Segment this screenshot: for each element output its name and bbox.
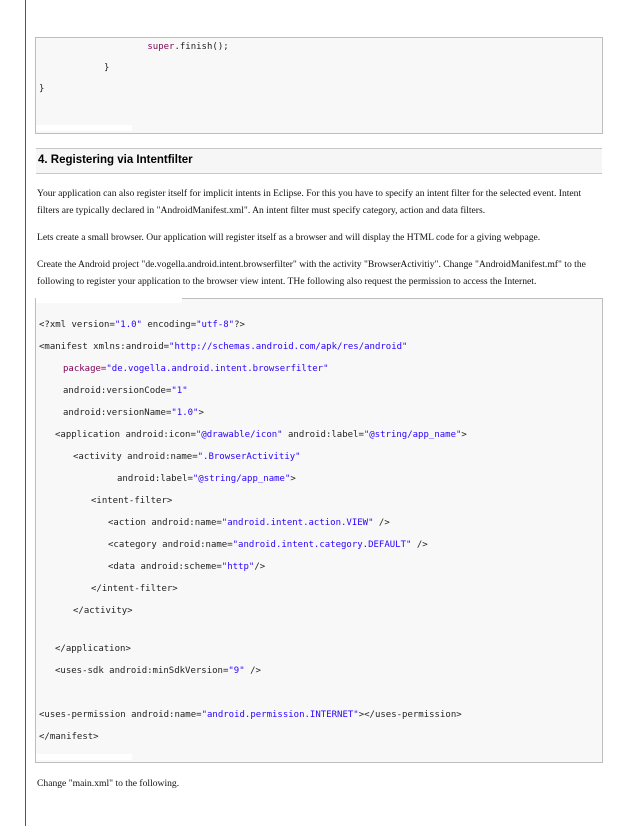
code-line: package="de.vogella.android.intent.browserfilter": [63, 364, 329, 374]
code-line: </manifest>: [39, 732, 99, 742]
scrollbar-stub: [36, 125, 132, 131]
code-line: <category android:name="android.intent.category.DEFAULT" />: [108, 540, 428, 550]
section-heading-text: 4. Registering via Intentfilter: [38, 154, 193, 166]
section-heading: [36, 148, 602, 174]
code-line: <action android:name="android.intent.action.VIEW" />: [108, 518, 390, 528]
paragraph-create-project: Create the Android project "de.vogella.android.intent.browserfilter" with the activity "BrowserActivitiy". Change "AndroidManifest.mf" to the following to register your application to the browser view intent. THe following also request the permission to access the Internet.: [37, 259, 586, 287]
code-line: <application android:icon="@drawable/icon" android:label="@string/app_name">: [55, 430, 467, 440]
scrollbar-stub: [36, 754, 132, 760]
scrollbar-stub: [36, 297, 182, 303]
code-keyword: super: [147, 42, 175, 52]
paragraph-browser: Lets create a small browser. Our application will register itself as a browser and will display the HTML code for a giving webpage.: [37, 232, 541, 243]
code-line: <activity android:name=".BrowserActivitiy": [73, 452, 301, 462]
code-line: }: [39, 84, 45, 94]
code-line: </application>: [55, 644, 131, 654]
code-block-manifest: [35, 298, 603, 763]
code-line: <?xml version="1.0" encoding="utf-8"?>: [39, 320, 245, 330]
code-line: android:versionName="1.0">: [63, 408, 204, 418]
paragraph-intro: Your application can also register itself for implicit intents in Eclipse. For this you have to specify an intent filter for the selected event. Intent filters are typically declared in "AndroidManifest.xml". An intent filter must specify category, action and data filters.: [37, 188, 582, 216]
code-line: <data android:scheme="http"/>: [108, 562, 266, 572]
left-margin-rule: [25, 0, 26, 826]
code-line: }: [104, 63, 110, 73]
code-line: </intent-filter>: [91, 584, 178, 594]
code-line: android:versionCode="1": [63, 386, 188, 396]
code-block-continuation: [35, 37, 603, 134]
paragraph-change-main: Change "main.xml" to the following.: [37, 778, 180, 789]
code-line: <intent-filter>: [91, 496, 173, 506]
code-line: </activity>: [73, 606, 133, 616]
code-line: super.finish();: [147, 42, 229, 52]
code-line: <manifest xmlns:android="http://schemas.android.com/apk/res/android": [39, 342, 408, 352]
code-line: <uses-sdk android:minSdkVersion="9" />: [55, 666, 261, 676]
code-line: android:label="@string/app_name">: [117, 474, 296, 484]
code-line: <uses-permission android:name="android.permission.INTERNET"></uses-permission>: [39, 710, 462, 720]
